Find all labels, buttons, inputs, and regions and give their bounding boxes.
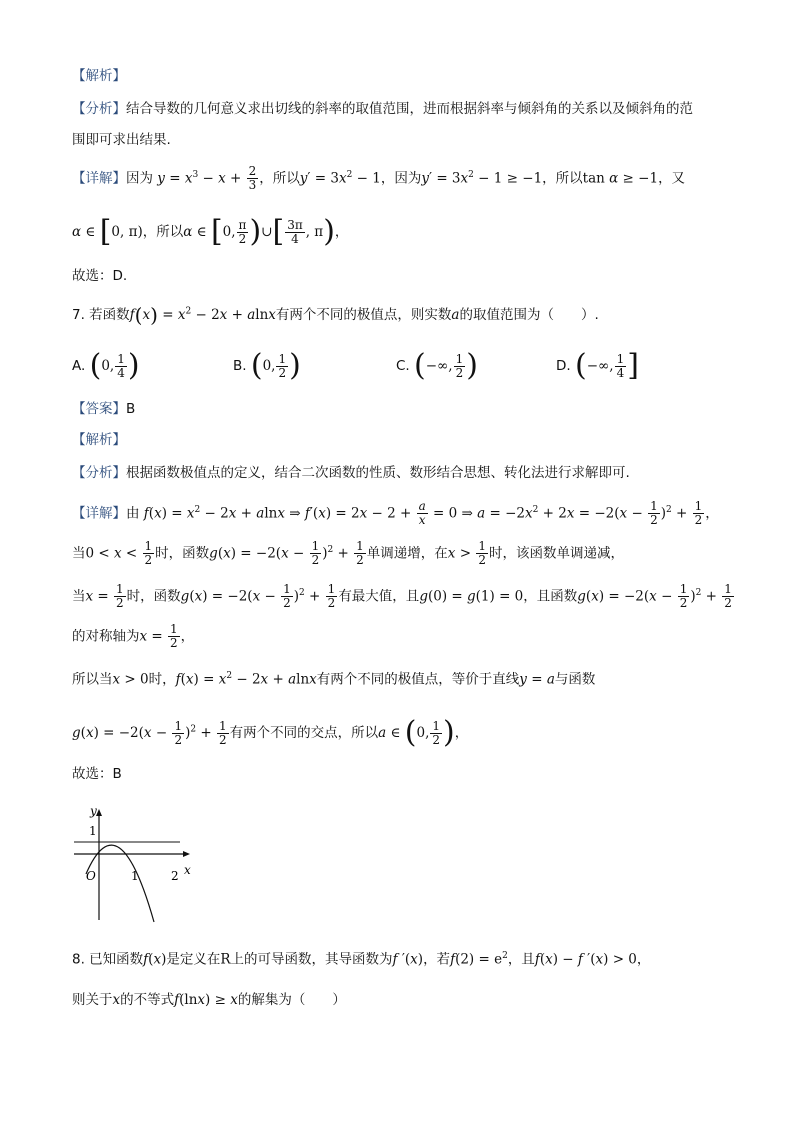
tick-label-x2: 2	[171, 869, 179, 883]
x-axis-label: x	[184, 863, 191, 877]
q7-option-c: C. (−∞, $\frac{1}{2}$ )	[396, 348, 478, 383]
q6-detail-line1: 【详解】因为 $y = x^3 - x$ + $\frac{2}{3}$ ，所以$y' = 3x^2 - 1$，因为$y' = 3x^2 - 1 \ge -1$，所以tan α ≥ −1，又	[72, 164, 686, 192]
q7-detail-line5: 所以当x > 0时，$f(x) = x^2 - 2x + alnx$有两个不同的极值点，等价于直线y = a与函数	[72, 671, 596, 688]
q6-analysis-cont: 围即可求出结果.	[72, 132, 171, 148]
q7-option-b: B. (0, $\frac{1}{2}$ )	[233, 348, 301, 383]
q6-choice: 故选：D.	[72, 268, 128, 284]
section-tag-jiexi: 【解析】	[72, 68, 126, 84]
tick-label-y1: 1	[89, 824, 97, 838]
q7-detail-line2: 当0 < x < $\frac{1}{2}$ 时，函数g(x) = −2(x − $\frac{1}{2}$ )$^2$ + $\frac{1}{2}$ 单调递增，在x > $\frac{1}{2}$ 时，该函数单调递减，	[72, 539, 624, 567]
q7-detail-line6: g(x) = −2(x − $\frac{1}{2}$ )$^2$ + $\frac{1}{2}$ 有两个不同的交点，所以a ∈ (0, $\frac{1}{2}$ )，	[72, 715, 469, 750]
q7-answer: 【答案】B	[72, 401, 136, 417]
q7-option-a: A. (0, $\frac{1}{4}$ )	[72, 348, 140, 383]
origin-label: O	[86, 869, 96, 883]
tick-label-x1: 1	[131, 869, 139, 883]
q7-choice: 故选：B	[72, 766, 122, 782]
y-axis-label: y	[90, 804, 97, 818]
q8-stem-line2: 则关于x的不等式f(lnx) ≥ x的解集为（ ）	[72, 992, 346, 1008]
q8-stem-line1: 8. 已知函数f(x)是定义在R上的可导函数，其导函数为f ′(x)，若$f(2) = e^2$，且f(x) − f ′(x) > 0，	[72, 951, 651, 968]
q7-detail-line3: 当x = $\frac{1}{2}$ 时，函数g(x) = −2(x − $\frac{1}{2}$ )$^2$ + $\frac{1}{2}$ 有最大值，且g(0) = g(1) = 0，且函数g(x) = −2(x − $\frac{1}{2}$ )$^2$ + $\frac{1}{2}$	[72, 582, 732, 610]
q7-tag-jiexi: 【解析】	[72, 432, 126, 448]
q6-detail-line2: α ∈ [0, π)，所以α ∈ [0, $\frac{\pi}{2}$ )∪[ $\frac{3\pi}{4}$ , π)，	[72, 214, 349, 249]
q6-analysis: 【分析】结合导数的几何意义求出切线的斜率的取值范围，进而根据斜率与倾斜角的关系以及倾斜角的范	[72, 101, 693, 117]
y-axis-arrow	[96, 809, 102, 816]
parabola-curve	[86, 845, 154, 922]
q7-analysis: 【分析】根据函数极值点的定义，结合二次函数的性质、数形结合思想、转化法进行求解即可.	[72, 465, 630, 481]
x-axis-arrow	[183, 851, 190, 857]
q7-detail-line4: 的对称轴为x = $\frac{1}{2}$ ，	[72, 622, 195, 650]
q7-option-d: D. (−∞, $\frac{1}{4}$ ]	[556, 348, 639, 383]
function-graph	[68, 800, 198, 925]
q7-detail-line1: 【详解】由 $f(x) = x^2 - 2x + alnx$ ⇒ f′(x) = 2x − 2 + $\frac{a}{x}$ = 0 ⇒ $a = -2x^2 + 2x = -2(x$ − $\frac{1}{2}$ )$^2$ + $\frac{1}{2}$ ，	[72, 499, 719, 527]
q7-stem: 7. 若函数$f(x) = x^2 - 2x + alnx$有两个不同的极值点，则实数a的取值范围为（ ）.	[72, 303, 599, 327]
